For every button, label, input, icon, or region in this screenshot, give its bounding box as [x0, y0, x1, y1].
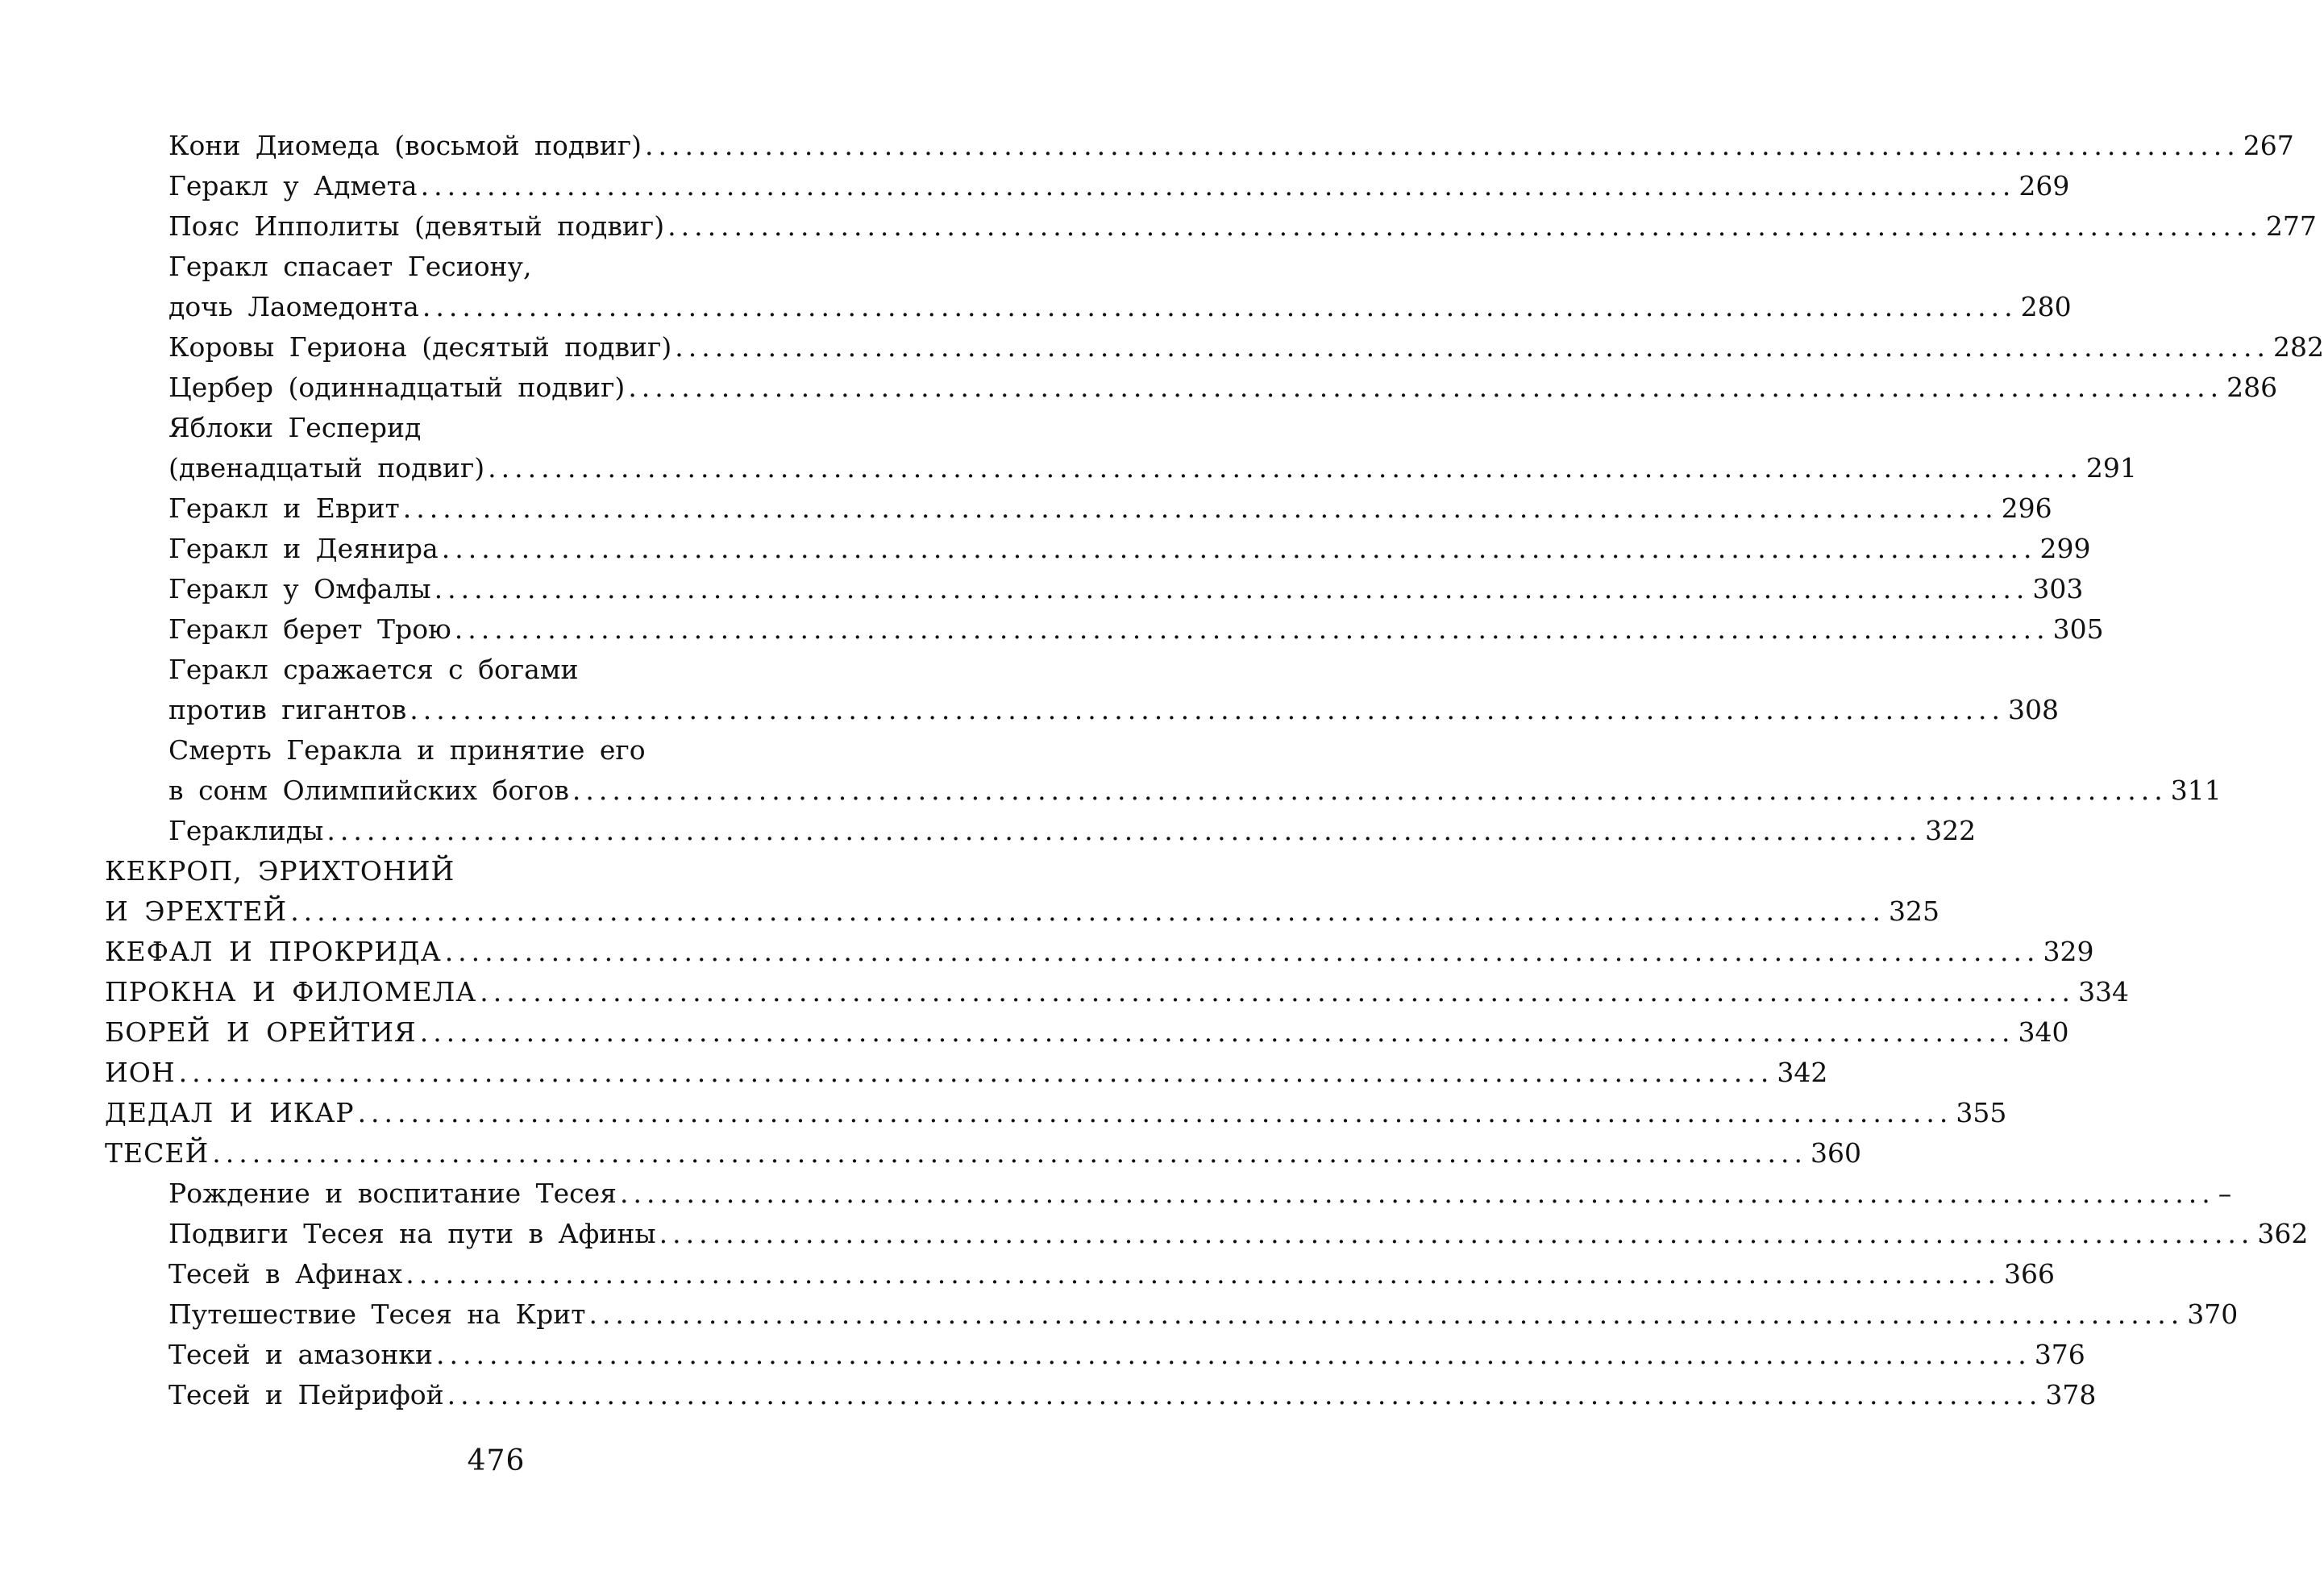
toc-entry: [105, 1012, 2069, 1053]
toc-entry: [105, 1214, 2309, 1254]
toc-entry: [105, 1174, 2232, 1214]
toc-entry: [105, 972, 2130, 1012]
dot-leader: ........................................................................................................................: [447, 1379, 2043, 1410]
toc-entry-title: Пояс Ипполиты (девятый подвиг): [168, 210, 665, 242]
toc-entry: [105, 1053, 1828, 1093]
toc-entry-title: против гигантов: [168, 694, 407, 725]
toc-entry: [105, 448, 2137, 488]
toc-entry-title: ДЕДАЛ И ИКАР: [105, 1097, 355, 1128]
toc-entry-page: 303: [2032, 573, 2084, 604]
toc-entry-title: Геракл у Адмета: [168, 170, 418, 201]
toc-entry-page: 267: [2243, 130, 2294, 161]
toc-entry-page: 334: [2078, 976, 2130, 1007]
dot-leader: ........................................................................................................................: [436, 1339, 2031, 1370]
toc-entry: [105, 932, 2094, 972]
toc-entry: [105, 690, 2060, 730]
toc-entry: [105, 569, 2084, 609]
dot-leader: ........................................................................................................................: [588, 1298, 2185, 1330]
page-number: 476: [467, 1444, 526, 1477]
toc-entry: [105, 609, 2104, 650]
toc-entry-title: Геракл берет Трою: [168, 613, 451, 645]
dot-leader: ........................................................................................................................: [326, 815, 1923, 846]
toc-entry-page: 322: [1925, 815, 1977, 846]
dot-leader: ........................................................................................................................: [480, 976, 2076, 1007]
toc-entry-page: 376: [2034, 1339, 2085, 1370]
toc-entry-title: КЕФАЛ И ПРОКРИДА: [105, 936, 442, 967]
toc-entry: [105, 126, 2294, 166]
toc-entry-page: 362: [2257, 1218, 2309, 1249]
toc-entry-title: ИОН: [105, 1057, 176, 1088]
toc-entry: [105, 529, 2091, 569]
dot-leader: ........................................................................................................................: [572, 775, 2168, 806]
toc-entry-page: 378: [2045, 1379, 2097, 1410]
toc-entry: [105, 1093, 2007, 1133]
dot-leader: ........................................................................................................................: [644, 130, 2240, 161]
toc-entry: [105, 891, 1939, 932]
toc-entry: [105, 206, 2317, 247]
toc-entry-page: 340: [2018, 1016, 2069, 1048]
toc-entry-page: 325: [1888, 895, 1939, 927]
toc-entry-title: Подвиги Тесея на пути в Афины: [168, 1218, 656, 1249]
toc-entry-page: 282: [2273, 331, 2324, 363]
toc-entry-page: 277: [2265, 210, 2317, 242]
toc-entry-page: 360: [1811, 1137, 1861, 1169]
toc-entry-title: ТЕСЕЙ: [105, 1137, 210, 1169]
dot-leader: ........................................................................................................................: [659, 1218, 2255, 1249]
toc-entry-title: КЕКРОП, ЭРИХТОНИЙ: [105, 855, 455, 887]
toc-entry: [105, 1294, 2239, 1335]
dot-leader: ........................................................................................................................: [434, 573, 2030, 604]
toc-entry: [105, 1254, 2055, 1294]
toc-entry: [105, 488, 2052, 529]
toc-entry-page: 291: [2085, 452, 2137, 484]
toc-entry-title: Цербер (одиннадцатый подвиг): [168, 372, 626, 403]
toc-entry: [105, 650, 890, 690]
toc-entry-title: дочь Лаомедонта: [168, 291, 419, 322]
toc-entry: [105, 408, 890, 448]
dot-leader: ........................................................................................................................: [178, 1057, 1774, 1088]
toc-entry-title: Яблоки Гесперид: [168, 412, 422, 443]
dot-leader: ........................................................................................................................: [675, 331, 2270, 363]
toc-entry-title: Кони Диомеда (восьмой подвиг): [168, 130, 642, 161]
dot-leader: ........................................................................................................................: [402, 492, 1998, 524]
toc-entry-title: Геракл и Еврит: [168, 492, 400, 524]
toc-entry-page: 342: [1777, 1057, 1828, 1088]
toc-entry-title: ПРОКНА И ФИЛОМЕЛА: [105, 976, 477, 1007]
toc-entry: [105, 247, 890, 287]
toc-entry-title: Смерть Геракла и принятие его: [168, 734, 646, 766]
toc-entry: [105, 287, 2072, 327]
toc-entry-page: 329: [2043, 936, 2094, 967]
toc-entry-title: Геракл спасает Гесиону,: [168, 251, 532, 282]
toc-entry-page: 366: [2003, 1258, 2055, 1290]
table-of-contents: [105, 126, 2324, 1415]
toc-entry-title: Рождение и воспитание Тесея: [168, 1178, 617, 1209]
toc-entry: [105, 1335, 2085, 1375]
toc-entry-title: Путешествие Тесея на Крит: [168, 1298, 586, 1330]
dot-leader: ........................................................................................................................: [405, 1258, 2001, 1290]
dot-leader: ........................................................................................................................: [290, 895, 1885, 927]
toc-entry: [105, 811, 1977, 851]
toc-entry-title: Тесей и амазонки: [168, 1339, 434, 1370]
toc-entry-title: Коровы Гериона (десятый подвиг): [168, 331, 672, 363]
toc-entry-title: Геракл и Деянира: [168, 533, 439, 564]
toc-entry-page: 280: [2020, 291, 2072, 322]
toc-entry-page: 269: [2018, 170, 2070, 201]
dot-leader: ........................................................................................................................: [410, 694, 2006, 725]
dot-leader: ........................................................................................................................: [441, 533, 2037, 564]
dot-leader: ........................................................................................................................: [212, 1137, 1807, 1169]
toc-entry-title: Тесей в Афинах: [168, 1258, 403, 1290]
toc-entry-page: 355: [1956, 1097, 2007, 1128]
toc-entry-page: 311: [2170, 775, 2222, 806]
dot-leader: ........................................................................................................................: [628, 372, 2224, 403]
toc-entry-page: 305: [2052, 613, 2104, 645]
toc-entry-page: 308: [2008, 694, 2060, 725]
dot-leader: ........................................................................................................................: [620, 1178, 2215, 1209]
toc-entry-page: 370: [2187, 1298, 2239, 1330]
toc-entry-title: (двенадцатый подвиг): [168, 452, 485, 484]
toc-entry-title: Геракл сражается с богами: [168, 654, 579, 685]
toc-entry-page: 296: [2001, 492, 2052, 524]
toc-entry: [105, 327, 2324, 368]
toc-entry: [105, 730, 890, 771]
dot-leader: ........................................................................................................................: [422, 291, 2018, 322]
dot-leader: ........................................................................................................................: [454, 613, 2050, 645]
toc-entry: [105, 851, 890, 891]
toc-entry-page: –: [2218, 1178, 2232, 1209]
toc-entry: [105, 1375, 2097, 1415]
toc-entry-page: 286: [2226, 372, 2278, 403]
dot-leader: ........................................................................................................................: [667, 210, 2263, 242]
dot-leader: ........................................................................................................................: [444, 936, 2040, 967]
toc-entry-page: 299: [2039, 533, 2091, 564]
toc-entry: [105, 368, 2278, 408]
toc-entry: [105, 1133, 1861, 1174]
dot-leader: ........................................................................................................................: [357, 1097, 1953, 1128]
toc-entry: [105, 166, 2070, 206]
toc-entry-title: БОРЕЙ И ОРЕЙТИЯ: [105, 1016, 417, 1048]
toc-entry-title: Тесей и Пейрифой: [168, 1379, 444, 1410]
dot-leader: ........................................................................................................................: [419, 1016, 2015, 1048]
toc-entry-title: в сонм Олимпийских богов: [168, 775, 569, 806]
toc-entry-title: И ЭРЕХТЕЙ: [105, 895, 288, 927]
toc-entry-title: Геракл у Омфалы: [168, 573, 431, 604]
dot-leader: ........................................................................................................................: [420, 170, 2016, 201]
toc-entry: [105, 771, 2222, 811]
toc-entry-title: Гераклиды: [168, 815, 324, 846]
dot-leader: ........................................................................................................................: [488, 452, 2083, 484]
